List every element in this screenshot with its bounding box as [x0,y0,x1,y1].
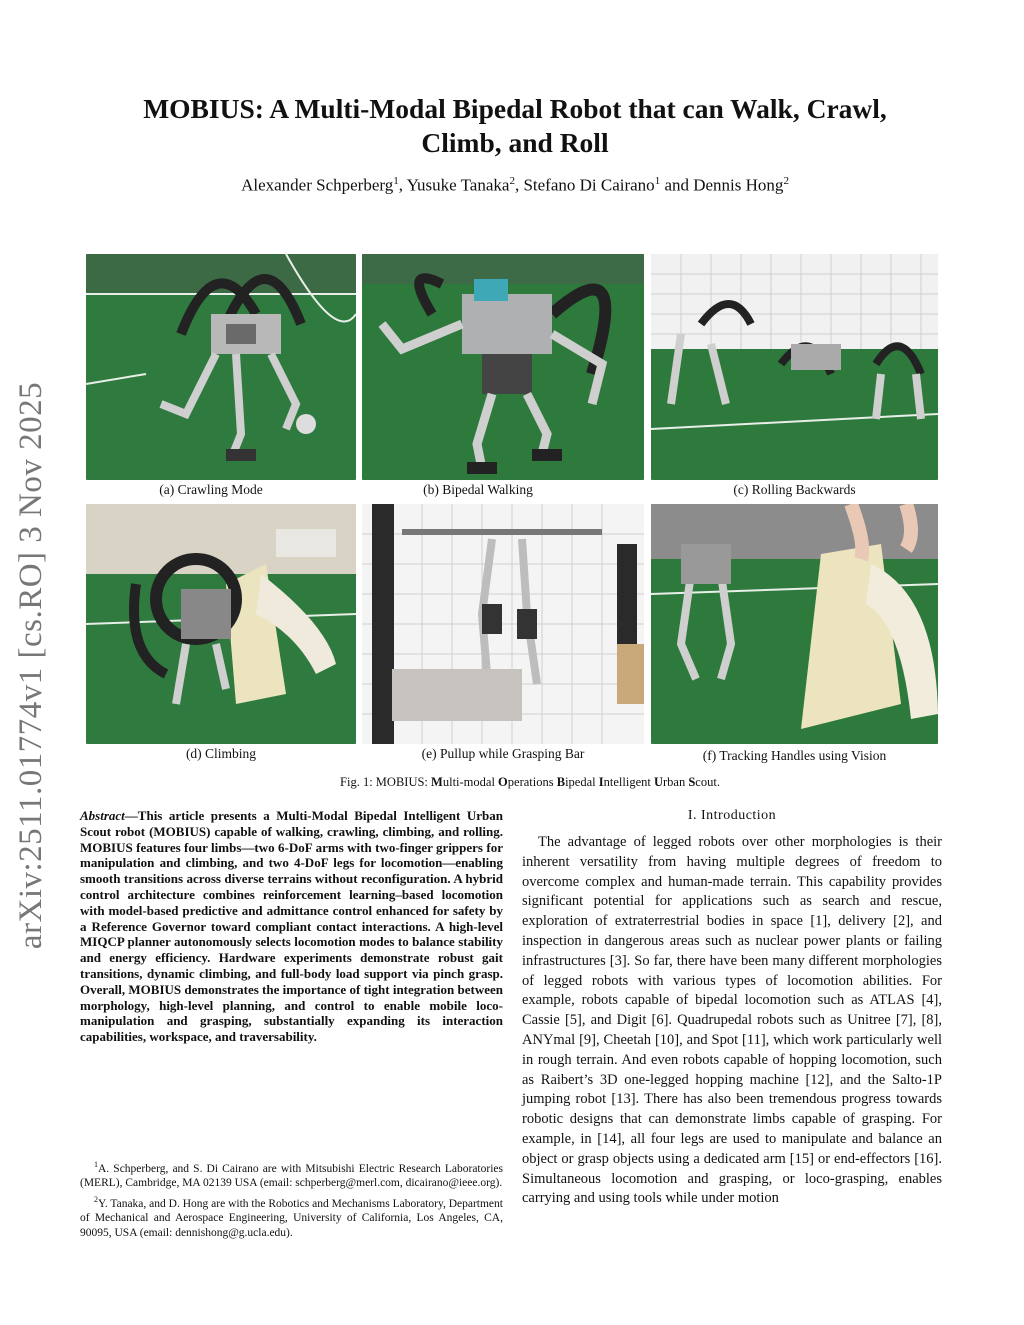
figure-panel-climbing [86,504,356,744]
acronym-letter: I [598,775,604,789]
footnote-text: Y. Tanaka, and D. Hong are with the Robotics and Mechanisms Laboratory, Department of Mechanical and Aerospace Engineering, University of California, Los Angeles, CA, 90095, USA (email: dennishong@g.ucla.edu). [80,1197,503,1239]
affiliation-mark: 2 [783,175,789,187]
acronym-letter: U [653,775,663,789]
arxiv-identifier [10,380,54,950]
caption-prefix: Fig. 1: MOBIUS: [340,775,432,789]
subfigure-caption: (f) Tracking Handles using Vision [702,748,887,763]
paper-title [90,92,940,160]
figure-panel-pullup [362,504,644,744]
affiliation-mark: 1 [393,175,399,187]
subfigure-caption: (d) Climbing [185,746,257,761]
author-separator: , [398,175,407,195]
footnotes [80,1158,503,1242]
acronym-word: rban [663,775,689,789]
author-separator: and [660,175,694,195]
abstract-label: Abstract [80,808,125,823]
title-line: MOBIUS: A Multi-Modal Bipedal Robot that can Walk, Crawl, [143,93,887,124]
figure-panel-tracking [651,504,938,744]
figure-panel-rolling [651,254,938,480]
rolling-robot-photo [651,254,938,480]
figure-panel-crawling [86,254,356,480]
author-name: Yusuke Tanaka [406,175,510,195]
footnote-text: A. Schperberg, and S. Di Cairano are with Mitsubishi Electric Research Laboratories (MERL), Cambridge, MA 02139 USA (email: schperberg@merl.com, dicairano@ieee.org). [80,1162,503,1190]
introduction-text: The advantage of legged robots over other morphologies is their inherent versatility from having multiple degrees of freedom to overcome complex and human-made terrain. This capability provides significant potential for applications such as search and rescue, exploration of extraterrestrial bodies in space [1], delivery [2], and inspection in dangerous areas such as nuclear power plants or failing infrastructures [3]. So far, there have been many different morphologies of legged robots with various types of locomotion abilities. For example, robots capable of bipedal locomotion such as ATLAS [4], Cassie [5], and Digit [6]. Quadrupedal robots such as Unitree [7], [8], ANYmal [9], Cheetah [10], and Spot [11], which work particularly well in rough terrain. And even robots capable of hopping locomotion, such as Raibert’s 3D one-legged hopping machine [12], and the Salto-1P jumping robot [13]. There has also been tremendous progress towards robotic designs that can demonstrate limbs capable of grasping. For example, in [14], all four legs are used to manipulate and balance an object or grasp objects using a dedicated arm [15] or end-effectors [16]. Simultaneous locomotion and grasping, or loco-grasping, enables carrying and using tools while under motion [522,834,942,1207]
acronym-word: ulti-modal [442,775,499,789]
arxiv-identifier-text: arXiv:2511.01774v1 [cs.RO] 3 Nov 2025 [13,381,50,949]
footnote-mark: 2 [94,1194,98,1204]
acronym-word: ipedal [565,775,599,789]
author-list [90,175,940,196]
acronym-letter: S [688,775,696,789]
figure-caption [250,775,810,790]
acronym-letter: O [498,775,508,789]
footnote [80,1193,503,1240]
section-heading: I. Introduction [687,808,777,823]
abstract [80,808,503,1045]
acronym-letter: M [431,775,443,789]
subfigure-caption: (c) Rolling Backwards [733,482,856,497]
acronym-word: ntelligent [603,775,654,789]
author-name: Alexander Schperberg [241,175,394,195]
subfigure-caption: (b) Bipedal Walking [423,482,533,497]
subfigure-caption: (e) Pullup while Grasping Bar [421,746,585,761]
tracking-robot-photo [651,504,938,744]
author-separator: , [514,175,524,195]
acronym-word: perations [507,775,557,789]
pullup-robot-photo [362,504,644,744]
figure-panel-bipedal-walking [362,254,644,480]
abstract-text: —This article presents a Multi-Modal Bipedal Intelligent Urban Scout robot (MOBIUS) capable of walking, crawling, climbing, and rolling. MOBIUS features four limbs—two 6-DoF arms with two-finger grippers for manipulation and climbing, and two 4-DoF legs for locomotion—enabling smooth transitions across diverse terrains without reconfiguration. A hybrid control architecture combines reinforcement learning–based locomotion with model-based predictive and admittance control enhanced for safety by a Reference Governor toward compliant contact interactions. A high-level MIQCP planner autonomously selects locomotion modes to balance stability and energy efficiency. Hardware experiments demonstrate robust gait transitions, dynamic climbing, and full-body load support via pinch grasp. Overall, MOBIUS demonstrates the importance of tight integration between morphology, high-level planning, and control to enable mobile loco-manipulation and grasping, substantially expanding its interaction capabilities, workspace, and traversability. [80,808,503,1045]
subfigure-caption: (a) Crawling Mode [159,482,263,497]
footnote-mark: 1 [94,1160,98,1169]
author-name: Dennis Hong [693,175,784,195]
title-line: Climb, and Roll [421,127,609,158]
acronym-word: cout. [695,775,720,789]
author-name: Stefano Di Cairano [523,175,655,195]
affiliation-mark: 2 [509,175,515,187]
crawling-robot-photo [86,254,356,480]
affiliation-mark: 1 [654,175,661,187]
footnote [80,1158,503,1191]
climbing-robot-photo [86,504,356,744]
walking-robot-photo [362,254,644,480]
acronym-letter: B [556,775,566,789]
